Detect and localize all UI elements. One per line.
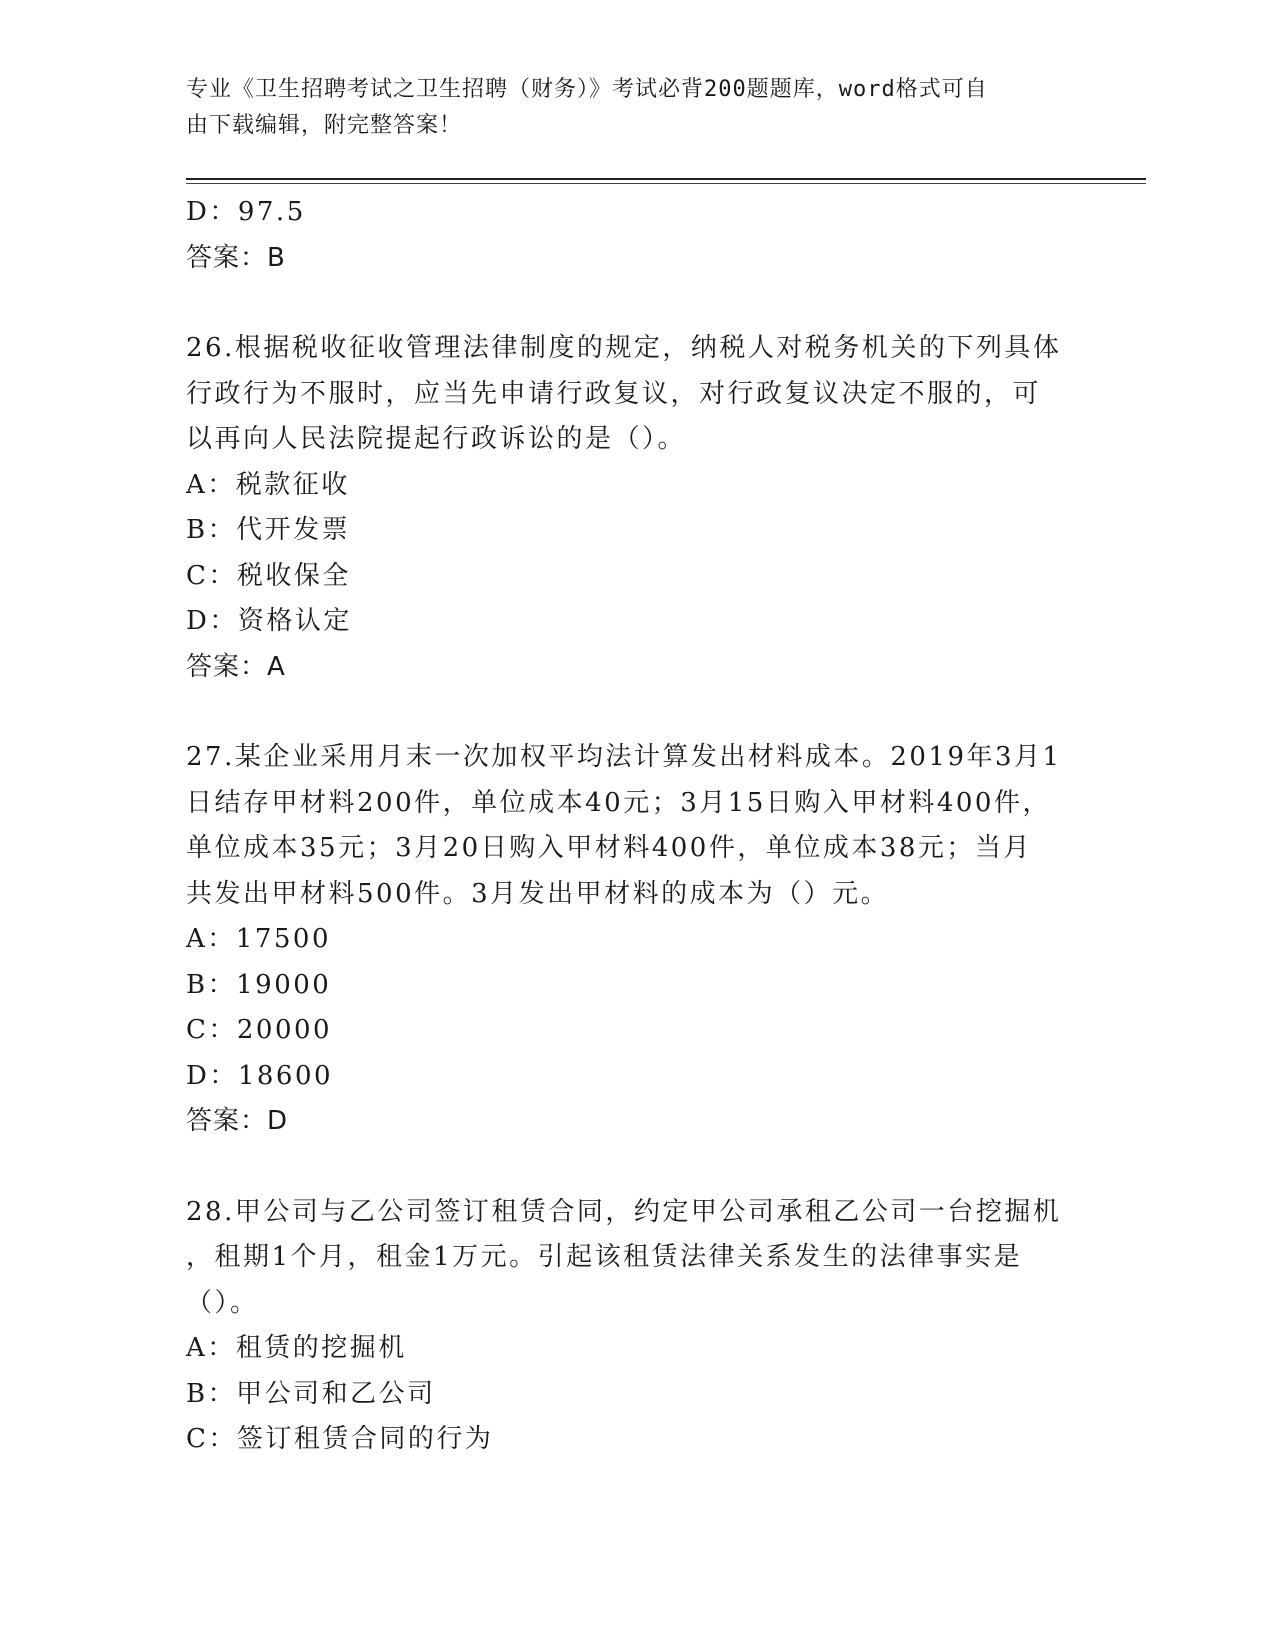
question-line: 以再向人民法院提起行政诉讼的是（）。 — [186, 424, 687, 454]
question-text — [186, 1190, 1086, 1327]
question-text — [186, 735, 1086, 917]
header-rule-thin — [186, 183, 1146, 184]
option-c: C：税收保全 — [186, 560, 351, 591]
question-line: 26.根据税收征收管理法律制度的规定，纳税人对税务机关的下列具体 — [186, 333, 1062, 363]
option-c: C：签订租赁合同的行为 — [186, 1424, 494, 1454]
question-26 — [186, 326, 1086, 690]
option-b: B：19000 — [186, 969, 332, 1000]
question-text — [186, 326, 1086, 463]
option-b: B：代开发票 — [186, 515, 351, 545]
option-a: A：租赁的挖掘机 — [186, 1333, 407, 1363]
question-line: （）。 — [186, 1287, 259, 1318]
page-header — [186, 72, 1066, 144]
option-a: A：税款征收 — [186, 469, 350, 500]
question-line: 单位成本35元；3月20日购入甲材料400件，单位成本38元；当月 — [186, 833, 1032, 863]
header-line-1: 专业《卫生招聘考试之卫生招聘（财务）》考试必背200题题库，word格式可自 — [186, 77, 988, 102]
header-rule-thick — [186, 178, 1146, 180]
header-line-2: 由下载编辑，附完整答案！ — [186, 113, 463, 138]
option-d: D：资格认定 — [186, 606, 352, 636]
question-line: 28.甲公司与乙公司签订租赁合同，约定甲公司承租乙公司一台挖掘机 — [186, 1196, 1062, 1227]
answer-line: 答案：D — [186, 1106, 289, 1136]
question-28 — [186, 1190, 1086, 1463]
question-27 — [186, 735, 1086, 1145]
question-line: 共发出甲材料500件。3月发出甲材料的成本为（）元。 — [186, 878, 890, 909]
answer-line: 答案：B — [186, 242, 286, 273]
option-a: A：17500 — [186, 924, 331, 954]
document-body — [186, 190, 1086, 1463]
option-d: D：18600 — [186, 1060, 334, 1091]
option-c: C：20000 — [186, 1015, 333, 1045]
question-line: 行政行为不服时，应当先申请行政复议，对行政复议决定不服的，可 — [186, 378, 1042, 409]
question-line: 日结存甲材料200件，单位成本40元；3月15日购入甲材料400件， — [186, 787, 1051, 818]
previous-question-tail — [186, 190, 1086, 281]
question-line: ，租期1个月，租金1万元。引起该租赁法律关系发生的法律事实是 — [186, 1242, 1023, 1272]
question-line: 27.某企业采用月末一次加权平均法计算发出材料成本。2019年3月1 — [186, 742, 1062, 772]
answer-line: 答案：A — [186, 651, 286, 682]
option-b: B：甲公司和乙公司 — [186, 1378, 436, 1409]
option-d: D：97.5 — [186, 197, 306, 227]
